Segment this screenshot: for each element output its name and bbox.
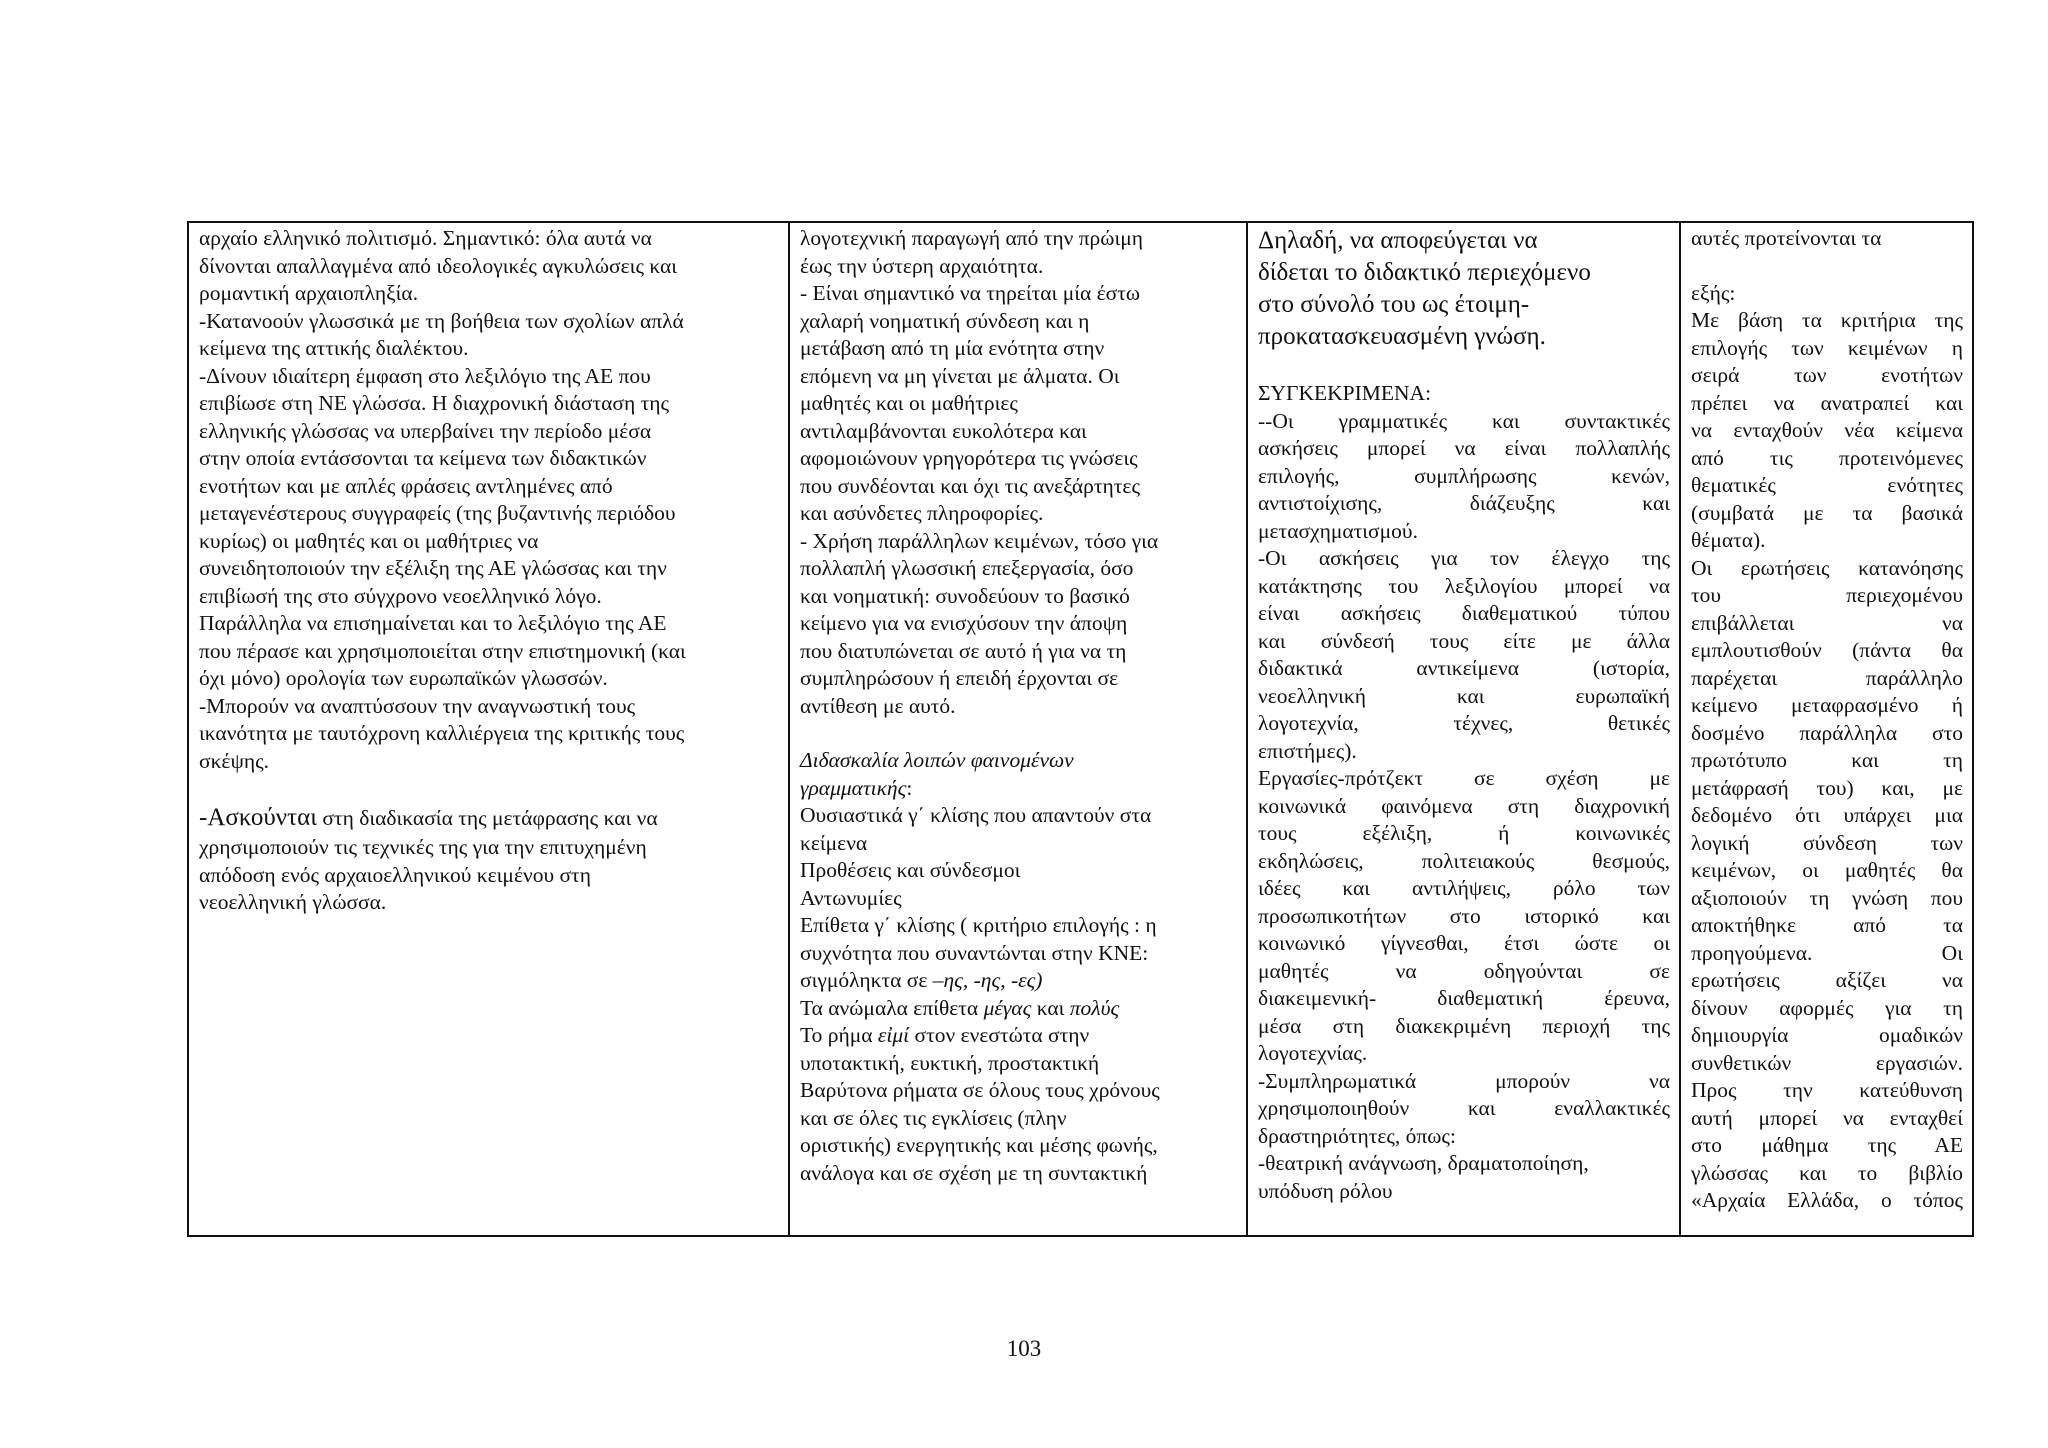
col1-line: ελληνικής γλώσσας να υπερβαίνει την περίοδο μέσα bbox=[199, 418, 652, 443]
col2-rima-suffix: στον ενεστώτα στην bbox=[909, 1023, 1090, 1047]
col1-line: δίνονται απαλλαγμένα από ιδεολογικές αγκυλώσεις και bbox=[199, 253, 678, 278]
col4-line: ερωτήσεις αξίζει να bbox=[1691, 968, 1963, 992]
col1-line: επιβίωσε στη ΝΕ γλώσσα. Η διαχρονική διάσταση της bbox=[199, 391, 670, 415]
col4-line: θεματικές ενότητες bbox=[1691, 473, 1963, 497]
col1-line: απόδοση ενός αρχαιοελληνικού κειμένου στη bbox=[199, 862, 591, 887]
col2-rima-word: εἰμί bbox=[877, 1023, 910, 1047]
col2-line: έως την ύστερη αρχαιότητα. bbox=[800, 253, 1044, 278]
col1-line: κείμενα της αττικής διαλέκτου. bbox=[199, 336, 469, 360]
col1-line: Παράλληλα να επισημαίνεται και το λεξιλόγιο της ΑΕ bbox=[199, 611, 667, 635]
col4-line: θέματα). bbox=[1691, 528, 1766, 552]
col1-line: επιβίωσή της στο σύγχρονο νεοελληνικό λόγο. bbox=[199, 583, 602, 608]
col3-intro-line: δίδεται το διδακτικό περιεχόμενο bbox=[1258, 259, 1591, 286]
col1-line: σκέψης. bbox=[199, 748, 270, 773]
col4-line: εξής: bbox=[1691, 280, 1736, 305]
col3-line: -Συμπληρωματικά μπορούν να bbox=[1258, 1068, 1670, 1093]
column-3-cell bbox=[1247, 222, 1680, 1236]
col2-line: πολλαπλή γλωσσική επεξεργασία, όσο bbox=[800, 556, 1134, 580]
paragraph-gap bbox=[800, 720, 1237, 747]
col4-line: (συμβατά με τα βασικά bbox=[1691, 500, 1963, 525]
col2-list-line: Ουσιαστικά γ΄ κλίσης που απαντούν στα bbox=[800, 803, 1152, 827]
col4-line: σειρά των ενοτήτων bbox=[1691, 363, 1963, 387]
col4-line: δοσμένο παράλληλα στο bbox=[1691, 720, 1963, 745]
col2-tail-line: και σε όλες τις εγκλίσεις (πλην bbox=[800, 1105, 1067, 1130]
col2-list-line: Προθέσεις και σύνδεσμοι bbox=[800, 858, 1021, 882]
col4-line: δίνουν αφορμές για τη bbox=[1691, 995, 1963, 1020]
col2-anomala-line bbox=[800, 995, 1237, 1023]
col1-line: όχι μόνο) ορολογία των ευρωπαϊκών γλωσσών. bbox=[199, 666, 608, 690]
col2-list-line: κείμενα bbox=[800, 830, 868, 855]
col4-line: εμπλουτισθούν (πάντα θα bbox=[1691, 638, 1963, 662]
col4-line: επιλογής των κειμένων η bbox=[1691, 335, 1963, 360]
col1-line: που πέρασε και χρησιμοποιείται στην επιστημονική (και bbox=[199, 638, 686, 663]
col2-sigmolikta-line bbox=[800, 967, 1237, 995]
col4-line: πρέπει να ανατραπεί και bbox=[1691, 390, 1963, 415]
col1-line: στην οποία εντάσσονται τα κείμενα των διδακτικών bbox=[199, 446, 647, 470]
col3-intro-line: Δηλαδή, να αποφεύγεται να bbox=[1258, 227, 1538, 254]
col4-line: από τις προτεινόμενες bbox=[1691, 445, 1963, 470]
col3-line: χρησιμοποιηθούν και εναλλακτικές bbox=[1258, 1096, 1670, 1120]
col2-section-heading-colon: : bbox=[906, 775, 913, 800]
col4-line: «Αρχαία Ελλάδα, ο τόπος bbox=[1691, 1188, 1963, 1212]
col4-line: δεδομένο ότι υπάρχει μια bbox=[1691, 803, 1963, 827]
col3-line: επιλογής, συμπλήρωσης κενών, bbox=[1258, 463, 1670, 488]
col2-line: και νοηματική: συνοδεύουν το βασικό bbox=[800, 583, 1130, 608]
col3-line: νεοελληνική και ευρωπαϊκή bbox=[1258, 683, 1670, 708]
col2-tail-line: οριστικής) ενεργητικής και μέσης φωνής, bbox=[800, 1133, 1158, 1157]
col1-line: κυρίως) οι μαθητές και οι μαθήτριες να bbox=[199, 528, 539, 553]
col4-first-line: αυτές προτείνονται τα bbox=[1691, 226, 1882, 250]
col2-rima-line bbox=[800, 1022, 1237, 1050]
col3-line: και σύνδεσή τους είτε με άλλα bbox=[1258, 628, 1670, 653]
col4-line: αποκτήθηκε από τα bbox=[1691, 913, 1963, 937]
col3-line: κοινωνικό γίγνεσθαι, έτσι ώστε οι bbox=[1258, 931, 1670, 955]
col3-line: δραστηριότητες, όπως: bbox=[1258, 1123, 1456, 1148]
column-1-cell bbox=[188, 222, 789, 1236]
col3-line: --Οι γραμματικές και συντακτικές bbox=[1258, 408, 1670, 433]
col3-line: κοινωνικά φαινόμενα στη διαχρονική bbox=[1258, 793, 1670, 818]
col1-line: νεοελληνική γλώσσα. bbox=[199, 890, 387, 914]
paragraph-gap bbox=[1691, 253, 1963, 280]
col3-line: υπόδυση ρόλου bbox=[1258, 1178, 1393, 1203]
col3-line: -θεατρική ανάγνωση, δραματοποίηση, bbox=[1258, 1151, 1589, 1175]
col2-line: - Χρήση παράλληλων κειμένων, τόσο για bbox=[800, 528, 1159, 553]
col4-line: γλώσσας και το βιβλίο bbox=[1691, 1160, 1963, 1185]
col2-tail-line: υποτακτική, ευκτική, προστακτική bbox=[800, 1050, 1100, 1075]
col4-line: πρωτότυπο και τη bbox=[1691, 748, 1963, 772]
col1-paragraph-2-first-rest: στη διαδικασία της μετάφρασης και να bbox=[316, 806, 658, 830]
col1-line: ρομαντική αρχαιοπληξία. bbox=[199, 281, 419, 305]
col4-line: κείμενο μεταφρασμένο ή bbox=[1691, 693, 1963, 717]
col2-section-heading-line-2 bbox=[800, 775, 1237, 803]
col2-list-line: συχνότητα που συναντώνται στην ΚΝΕ: bbox=[800, 940, 1149, 965]
col4-line: Προς την κατεύθυνση bbox=[1691, 1078, 1963, 1102]
col2-list-line: Επίθετα γ΄ κλίσης ( κριτήριο επιλογής : η bbox=[800, 913, 1157, 937]
col1-line: -Μπορούν να αναπτύσσουν την αναγνωστική τους bbox=[199, 693, 636, 718]
col2-line: αντιλαμβάνονται ευκολότερα και bbox=[800, 418, 1087, 443]
col3-line: διδακτικά αντικείμενα (ιστορία, bbox=[1258, 656, 1670, 680]
col1-paragraph-2-first-word: -Ασκούνται bbox=[199, 804, 317, 831]
col4-line: λογική σύνδεση των bbox=[1691, 830, 1963, 855]
col3-line: εκδηλώσεις, πολιτειακούς θεσμούς, bbox=[1258, 848, 1670, 873]
table-row bbox=[188, 222, 1973, 1236]
col3-line: μετασχηματισμού. bbox=[1258, 518, 1418, 543]
column-4-cell bbox=[1680, 222, 1973, 1236]
col2-line: συμπληρώσουν ή επειδή έρχονται σε bbox=[800, 666, 1119, 690]
col4-line: στο μάθημα της ΑΕ bbox=[1691, 1133, 1963, 1157]
col2-line: χαλαρή νοηματική σύνδεση και η bbox=[800, 308, 1090, 333]
col2-line: λογοτεχνική παραγωγή από την πρώιμη bbox=[800, 226, 1143, 250]
col1-line: -Κατανοούν γλωσσικά με τη βοήθεια των σχολίων απλά bbox=[199, 308, 684, 333]
col1-paragraph-2-first-line bbox=[199, 802, 779, 834]
curriculum-table bbox=[187, 221, 1974, 1237]
col4-line: Οι ερωτήσεις κατανόησης bbox=[1691, 555, 1963, 580]
col2-line: που συνδέονται και όχι τις ανεξάρτητες bbox=[800, 473, 1140, 498]
col4-line: επιβάλλεται να bbox=[1691, 610, 1963, 635]
col2-tail-line: ανάλογα και σε σχέση με τη συντακτική bbox=[800, 1160, 1148, 1185]
col2-line: κείμενο για να ενισχύσουν την άποψη bbox=[800, 611, 1128, 635]
col4-line: αξιοποιούν τη γνώση που bbox=[1691, 885, 1963, 910]
col3-line: αντιστοίχισης, διάζευξης και bbox=[1258, 491, 1670, 515]
col3-line: προσωπικοτήτων στο ιστορικό και bbox=[1258, 903, 1670, 928]
col4-line: συνθετικών εργασιών. bbox=[1691, 1050, 1963, 1075]
col2-anomala-and: και bbox=[1031, 995, 1070, 1020]
col4-line: προηγούμενα. Οι bbox=[1691, 940, 1963, 965]
col2-line: αφομοιώνουν γρηγορότερα τις γνώσεις bbox=[800, 446, 1138, 470]
col1-line: χρησιμοποιούν τις τεχνικές της για την επιτυχημένη bbox=[199, 835, 647, 859]
col3-line: μέσα στη διακεκριμένη περιοχή της bbox=[1258, 1013, 1670, 1038]
col2-line: που διατυπώνεται σε αυτό ή για να τη bbox=[800, 638, 1127, 663]
paragraph-gap bbox=[1258, 353, 1670, 380]
col3-intro-line: στο σύνολό του ως έτοιμη- bbox=[1258, 291, 1530, 318]
col2-tail-line: Βαρύτονα ρήματα σε όλους τους χρόνους bbox=[800, 1078, 1160, 1102]
col3-intro-line: προκατασκευασμένη γνώση. bbox=[1258, 323, 1546, 350]
col2-anomala-prefix: Τα ανώμαλα επίθετα bbox=[800, 995, 984, 1020]
col3-line: μαθητές να οδηγούνται σε bbox=[1258, 958, 1670, 983]
col3-line: λογοτεχνία, τέχνες, θετικές bbox=[1258, 711, 1670, 735]
col3-line: ασκήσεις μπορεί να είναι πολλαπλής bbox=[1258, 436, 1670, 460]
col3-line: ιδέες και αντιλήψεις, ρόλο των bbox=[1258, 876, 1670, 900]
col1-line: συνειδητοποιούν την εξέλιξη της ΑΕ γλώσσας και την bbox=[199, 556, 667, 580]
paragraph-gap bbox=[199, 775, 779, 802]
col2-anomala-word-2: πολύς bbox=[1069, 995, 1120, 1020]
col4-line: του περιεχομένου bbox=[1691, 583, 1963, 607]
col1-line: -Δίνουν ιδιαίτερη έμφαση στο λεξιλόγιο της ΑΕ που bbox=[199, 363, 651, 388]
col3-line: επιστήμες). bbox=[1258, 738, 1357, 763]
col4-line: δημιουργία ομαδικών bbox=[1691, 1023, 1963, 1047]
col3-line: λογοτεχνίας. bbox=[1258, 1041, 1368, 1065]
col3-line: τους εξέλιξη, ή κοινωνικές bbox=[1258, 821, 1670, 845]
col2-sigmolikta-suffixes: –ης, -ης, -ες) bbox=[932, 968, 1043, 992]
col4-line: μετάφρασή του) και, με bbox=[1691, 775, 1963, 800]
col2-line: επόμενη να μη γίνεται με άλματα. Οι bbox=[800, 363, 1120, 388]
col4-line: Με βάση τα κριτήρια της bbox=[1691, 308, 1963, 332]
col2-section-heading-word: γραμματικής bbox=[800, 775, 907, 800]
col4-line: κειμένων, οι μαθητές θα bbox=[1691, 858, 1963, 882]
col1-line: ενοτήτων και με απλές φράσεις αντλημένες από bbox=[199, 473, 613, 498]
col2-line: - Είναι σημαντικό να τηρείται μία έστω bbox=[800, 281, 1141, 305]
col4-line: να ενταχθούν νέα κείμενα bbox=[1691, 418, 1963, 442]
col2-line: αντίθεση με αυτό. bbox=[800, 693, 956, 718]
col2-sigmolikta-prefix: σιγμόληκτα σε bbox=[800, 968, 933, 992]
column-2-cell bbox=[789, 222, 1247, 1236]
col2-line: μετάβαση από τη μία ενότητα στην bbox=[800, 336, 1105, 360]
col2-list-line: Αντωνυμίες bbox=[800, 885, 902, 910]
col2-anomala-word-1: μέγας bbox=[983, 995, 1032, 1020]
col1-line: μεταγενέστερους συγγραφείς (της βυζαντινής περιόδου bbox=[199, 501, 676, 525]
col4-line: αυτή μπορεί να ενταχθεί bbox=[1691, 1105, 1963, 1130]
col2-line: μαθητές και οι μαθήτριες bbox=[800, 391, 1018, 415]
col1-line: ικανότητα με ταυτόχρονη καλλιέργεια της κριτικής τους bbox=[199, 721, 685, 745]
col1-line: αρχαίο ελληνικό πολιτισμό. Σημαντικό: όλα αυτά να bbox=[199, 226, 652, 250]
page-number: 103 bbox=[1006, 1336, 1042, 1361]
col4-line: παρέχεται παράλληλο bbox=[1691, 665, 1963, 690]
col3-line: είναι ασκήσεις διαθεματικού τύπου bbox=[1258, 601, 1670, 625]
col3-heading: ΣΥΓΚΕΚΡΙΜΕΝΑ: bbox=[1258, 381, 1432, 405]
col3-line: -Οι ασκήσεις για τον έλεγχο της bbox=[1258, 546, 1670, 570]
col2-rima-prefix: Το ρήμα bbox=[800, 1023, 878, 1047]
col2-line: και ασύνδετες πληροφορίες. bbox=[800, 501, 1044, 525]
col3-line: κατάκτησης του λεξιλογίου μπορεί να bbox=[1258, 573, 1670, 598]
col3-line: Εργασίες-πρότζεκτ σε σχέση με bbox=[1258, 766, 1670, 790]
col2-section-heading: Διδασκαλία λοιπών φαινομένων bbox=[800, 748, 1074, 772]
col3-line: διακειμενική- διαθεματική έρευνα, bbox=[1258, 986, 1670, 1010]
